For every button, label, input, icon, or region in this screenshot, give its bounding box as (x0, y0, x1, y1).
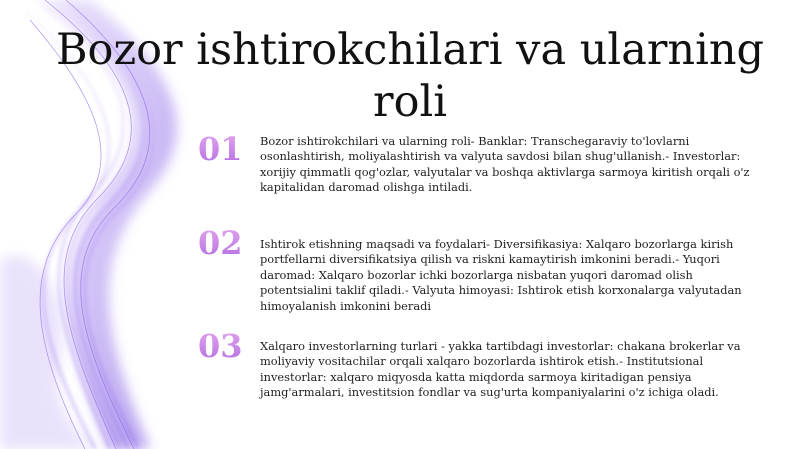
item-number-2: 02 (198, 225, 258, 261)
item-text-3: Xalqaro investorlarning turlari - yakka tartibdagi investorlar: chakana brokerlar va moliyaviy vositachilar orqali xalqaro bozorlarda ishtirok etish.- Institutsional investorlar: xalqaro miqyosda katta miqdorda sarmoya kiritadigan pensiya jamg'armalari, investitsion fondlar va sug'urta kompaniyalarini o'z ichiga oladi. (260, 339, 741, 400)
item-text-1: Bozor ishtirokchilari va ularning roli- Banklar: Transchegaraviy to'lovlarni osonlashtirish, moliyalashtirish va valyuta savdosi bilan shug'ullanish.- Investorlar: xorijiy qimmatli qog'ozlar, valyutalar va boshqa aktivlarga sarmoya kiritish orqali o'z kapitalidan daromad olishga intiladi. (260, 134, 750, 195)
item-text-2: Ishtirok etishning maqsadi va foydalari- Diversifikasiya: Xalqaro bozorlarga kirish portfellarni diversifikatsiya qilish va riskni kamaytirish imkonini beradi.- Yuqori daromad: Xalqaro bozorlar ichki bozorlarga nisbatan yuqori daromad olish potentsialini taklif qiladi.- Valyuta himoyasi: Ishtirok etish korxonalarga valyutadan himoyalanish imkonini beradi (260, 237, 742, 313)
slide-title: Bozor ishtirokchilari va ularning roli (55, 25, 765, 127)
item-number-3: 03 (198, 328, 258, 364)
item-number-1: 01 (198, 131, 258, 167)
